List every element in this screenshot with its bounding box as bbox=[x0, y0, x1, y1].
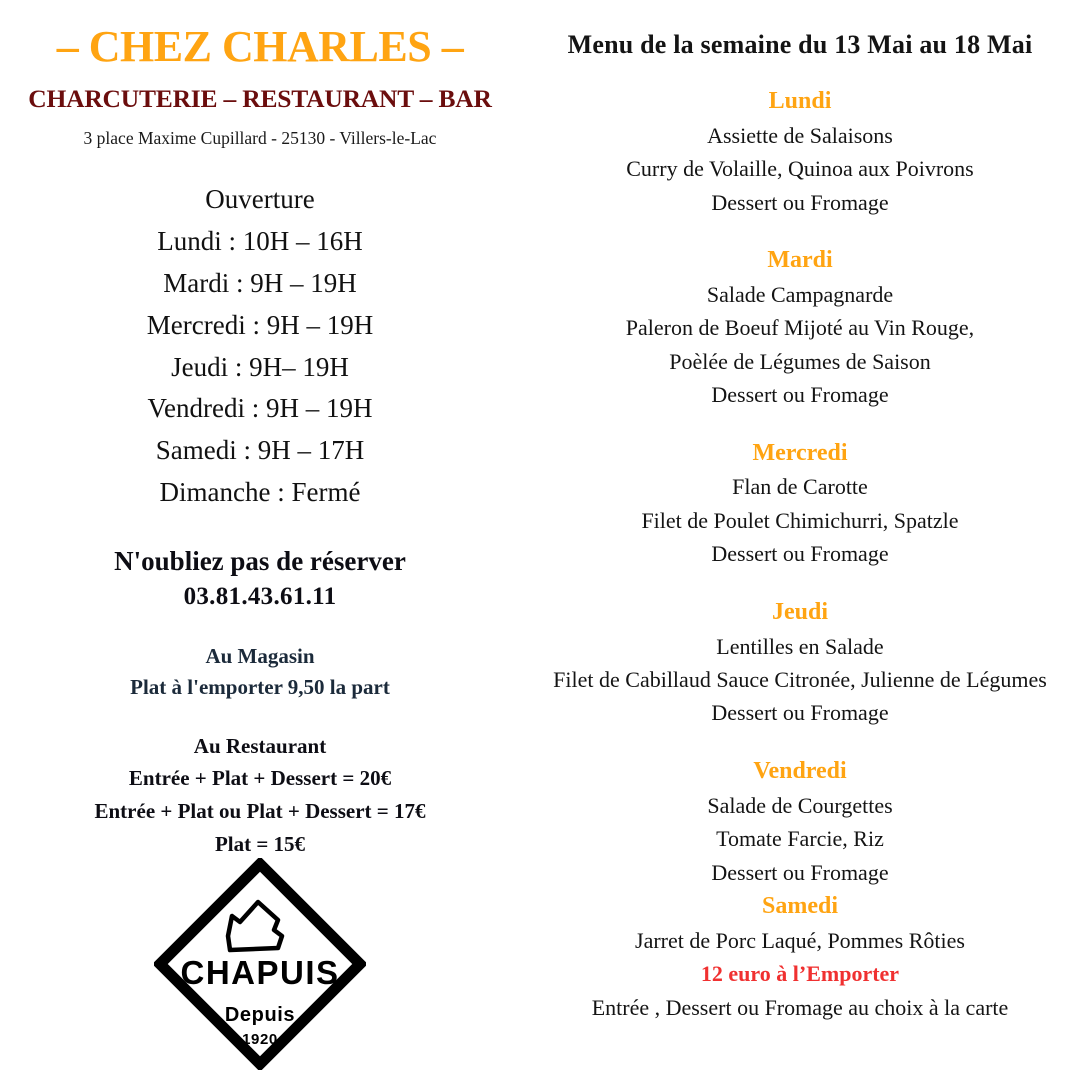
restaurant-pricing-section bbox=[0, 704, 520, 860]
menu-item: Jarret de Porc Laqué, Pommes Rôties bbox=[635, 927, 965, 953]
menu-item: Paleron de Boeuf Mijoté au Vin Rouge, bbox=[625, 315, 975, 341]
opening-hours-line: Mercredi : 9H – 19H bbox=[146, 309, 374, 340]
logo-brand-name: CHAPUIS bbox=[180, 954, 340, 991]
menu-item: Poèlée de Légumes de Saison bbox=[669, 348, 931, 374]
menu-day-mardi bbox=[520, 243, 1080, 412]
menu-item: Curry de Volaille, Quinoa aux Poivrons bbox=[626, 156, 974, 182]
menu-item: Dessert ou Fromage bbox=[711, 541, 889, 567]
day-heading: Jeudi bbox=[771, 598, 828, 625]
page-title: – CHEZ CHARLES – bbox=[56, 22, 464, 71]
menu-item: Salade de Courgettes bbox=[707, 792, 893, 818]
logo-since-year: 1920 bbox=[242, 1031, 278, 1048]
menu-item: Flan de Carotte bbox=[732, 474, 868, 500]
day-heading: Lundi bbox=[768, 88, 832, 114]
menu-item: Tomate Farcie, Riz bbox=[716, 826, 884, 852]
opening-hours-line: Jeudi : 9H– 19H bbox=[171, 351, 349, 382]
menu-item: Dessert ou Fromage bbox=[711, 859, 889, 885]
menu-item: Lentilles en Salade bbox=[716, 633, 884, 659]
restaurant-price-line: Entrée + Plat ou Plat + Dessert = 17€ bbox=[94, 799, 426, 824]
chalet-house-icon bbox=[228, 902, 282, 950]
restaurant-price-line: Entrée + Plat + Dessert = 20€ bbox=[128, 766, 392, 791]
menu-day-samedi bbox=[520, 889, 1080, 1024]
opening-hours-line: Dimanche : Fermé bbox=[159, 477, 361, 508]
menu-item: Filet de Cabillaud Sauce Citronée, Julienne de Légumes bbox=[553, 667, 1047, 692]
shop-heading: Au Magasin bbox=[205, 643, 315, 668]
brand-address: 3 place Maxime Cupillard - 25130 - Villers-le-Lac bbox=[83, 128, 437, 149]
menu-item: Dessert ou Fromage bbox=[711, 700, 889, 726]
opening-hours-section bbox=[0, 149, 520, 514]
menu-item: Entrée , Dessert ou Fromage au choix à la carte bbox=[591, 994, 1009, 1020]
menu-item: Assiette de Salaisons bbox=[707, 122, 893, 148]
menu-day-jeudi bbox=[520, 595, 1080, 730]
restaurant-price-line: Plat = 15€ bbox=[214, 831, 306, 856]
opening-hours-title: Ouverture bbox=[205, 184, 315, 215]
chapuis-logo bbox=[0, 858, 520, 1070]
day-heading: Mercredi bbox=[752, 439, 848, 466]
menu-item: Dessert ou Fromage bbox=[711, 382, 889, 408]
menu-item: Dessert ou Fromage bbox=[711, 189, 889, 215]
opening-hours-line: Vendredi : 9H – 19H bbox=[147, 393, 373, 424]
menu-item: Salade Campagnarde bbox=[706, 281, 894, 307]
takeaway-price-note: 12 euro à l’Emporter bbox=[700, 961, 900, 987]
day-heading: Vendredi bbox=[753, 757, 847, 784]
brand-subtitle: CHARCUTERIE – RESTAURANT – BAR bbox=[28, 84, 492, 114]
reservation-phone-number[interactable]: 03.81.43.61.11 bbox=[183, 582, 337, 610]
logo-since-label: Depuis bbox=[224, 1004, 296, 1026]
restaurant-heading: Au Restaurant bbox=[193, 733, 327, 758]
opening-hours-line: Lundi : 10H – 16H bbox=[157, 226, 363, 257]
shop-takeaway-price: Plat à l'emporter 9,50 la part bbox=[130, 675, 390, 700]
opening-hours-line: Mardi : 9H – 19H bbox=[163, 267, 357, 298]
day-heading: Samedi bbox=[761, 892, 838, 919]
weekly-menu-column bbox=[520, 0, 1080, 1080]
day-heading: Mardi bbox=[767, 247, 833, 274]
menu-day-mercredi bbox=[520, 436, 1080, 571]
restaurant-info-column bbox=[0, 0, 520, 1080]
menu-item: Filet de Poulet Chimichurri, Spatzle bbox=[641, 507, 959, 533]
shop-pricing-section bbox=[0, 611, 520, 704]
menu-day-vendredi bbox=[520, 754, 1080, 889]
opening-hours-line: Samedi : 9H – 17H bbox=[155, 435, 365, 466]
weekly-menu-title: Menu de la semaine du 13 Mai au 18 Mai bbox=[567, 30, 1033, 59]
menu-day-lundi bbox=[520, 84, 1080, 219]
reservation-reminder: N'oubliez pas de réserver bbox=[114, 545, 406, 576]
